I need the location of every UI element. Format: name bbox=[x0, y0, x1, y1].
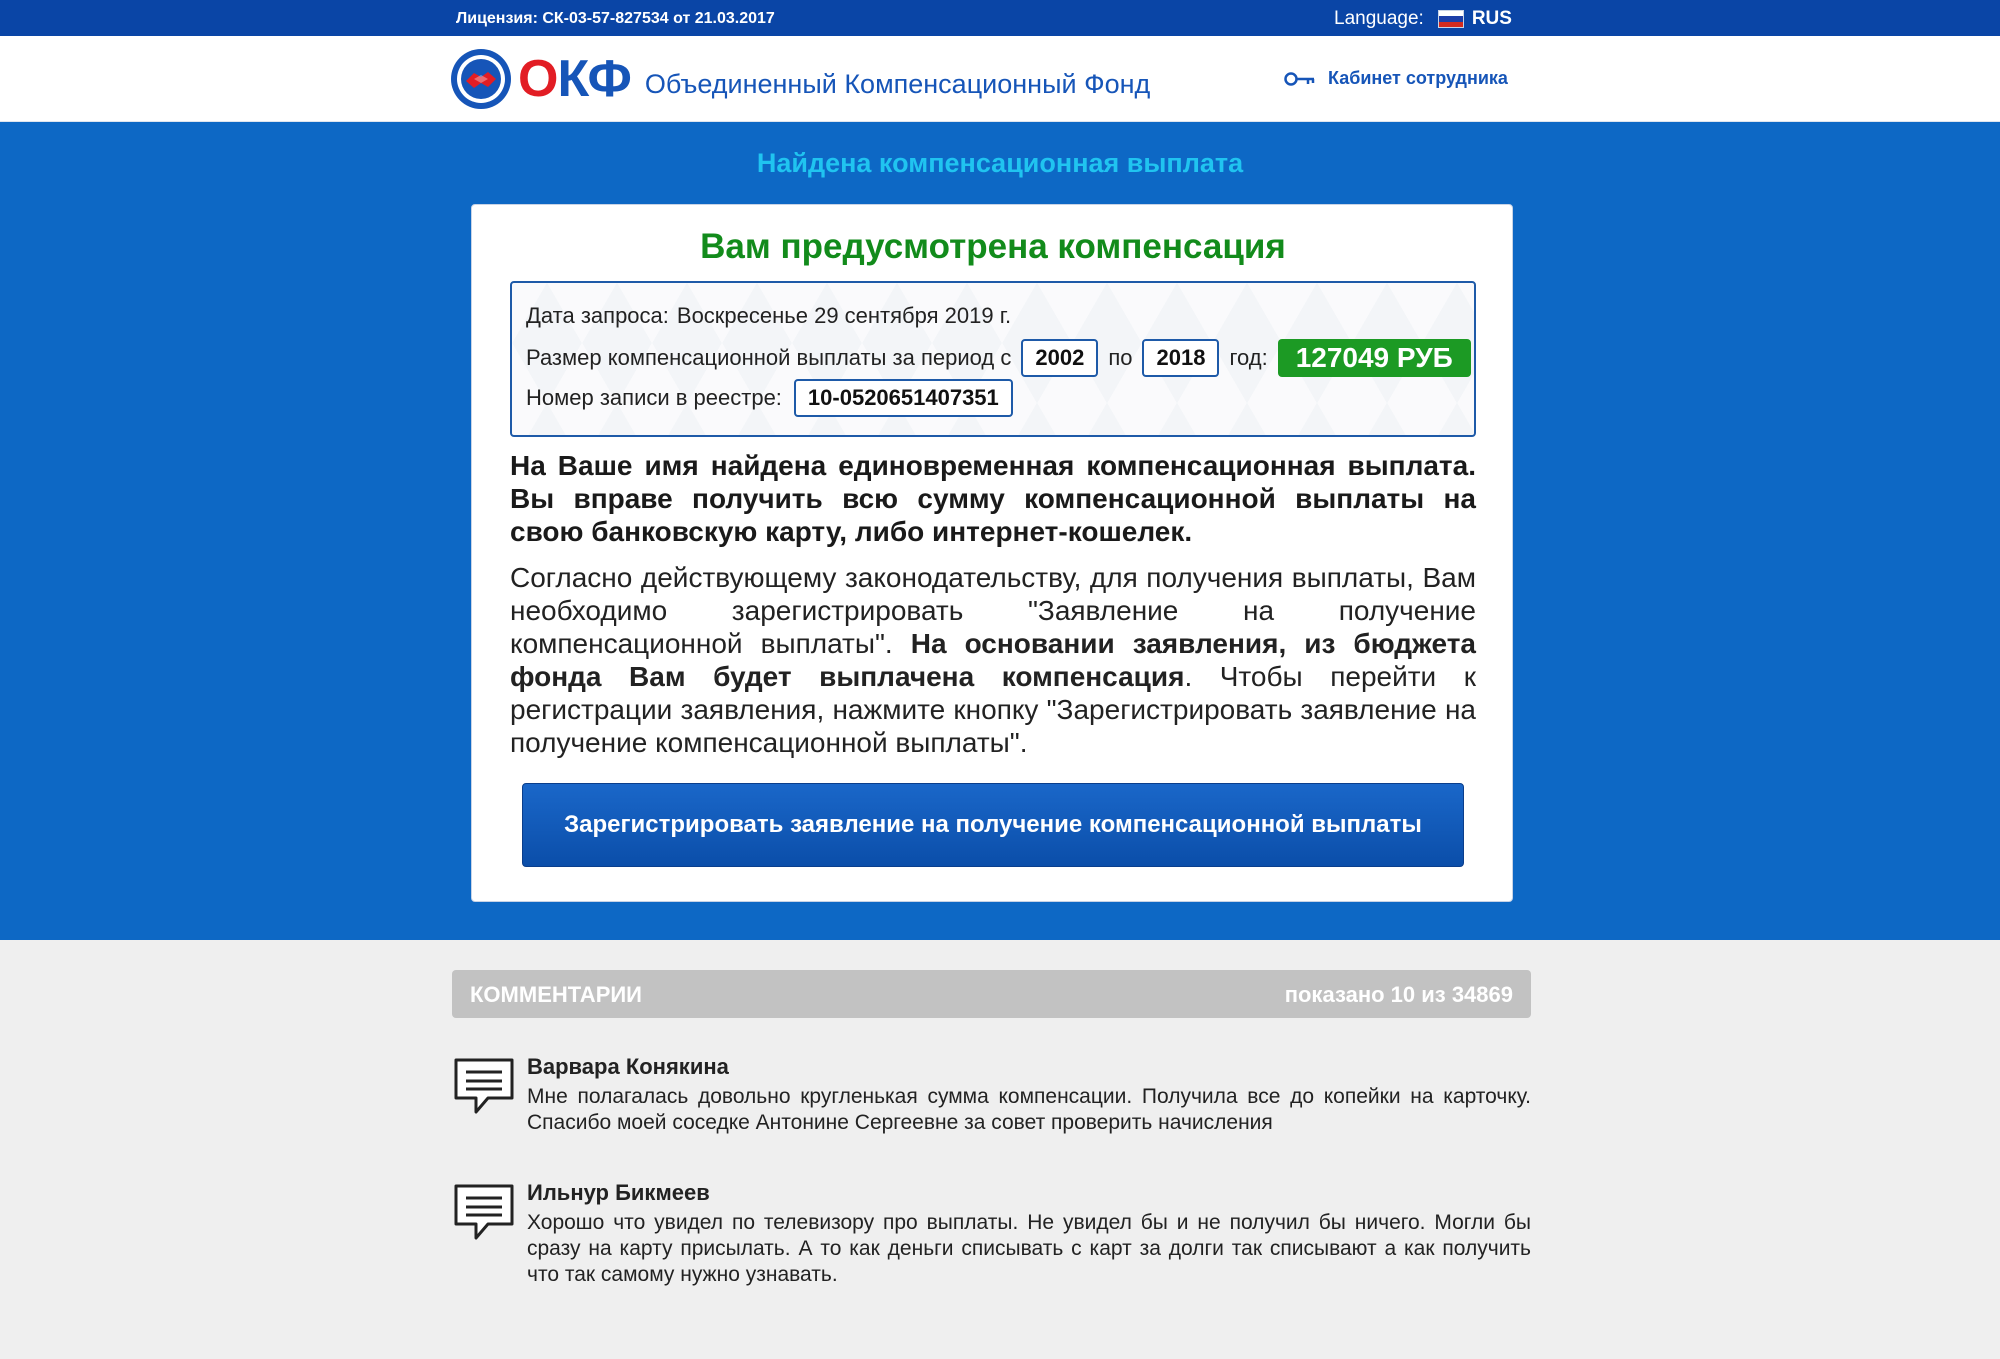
key-icon bbox=[1284, 71, 1316, 87]
language-code: RUS bbox=[1471, 8, 1512, 29]
record-label: Номер записи в реестре: bbox=[526, 385, 782, 410]
language-selector[interactable] bbox=[1334, 8, 1512, 30]
russia-flag-icon bbox=[1438, 10, 1464, 28]
year-suffix: год: bbox=[1229, 345, 1268, 370]
site-header bbox=[0, 36, 2000, 122]
comment-text: Хорошо что увидел по телевизору про выплаты. Не увидел бы и не получил бы ничего. Могли бы сразу на карту присылать. А то как деньги списывать с карт за долги так списывают а как получить что так самому нужно узнавать. bbox=[527, 1211, 1531, 1286]
logo-abbreviation: ОКФ bbox=[518, 50, 631, 108]
request-date-row bbox=[526, 303, 1011, 329]
comment-author: Варвара Конякина bbox=[527, 1054, 729, 1079]
language-label: Language: bbox=[1334, 8, 1424, 29]
comment-author: Ильнур Бикмеев bbox=[527, 1180, 710, 1205]
comments-title: КОММЕНТАРИИ bbox=[470, 982, 642, 1007]
comment-bubble-icon bbox=[452, 1056, 516, 1116]
compensation-card bbox=[471, 204, 1513, 902]
amount-badge: 127049 РУБ bbox=[1278, 339, 1471, 377]
comment-bubble-icon bbox=[452, 1182, 516, 1242]
top-bar bbox=[0, 0, 2000, 36]
register-application-button[interactable]: Зарегистрировать заявление на получение компенсационной выплаты bbox=[522, 783, 1464, 867]
fund-emblem-icon bbox=[450, 48, 512, 110]
body-paragraph bbox=[510, 561, 1476, 759]
body-text-part1: Согласно действующему законодательству, для получения выплаты, Вам необходимо зарегистрировать "Заявление на получение компенсационной выплаты". bbox=[510, 562, 1476, 659]
year-from-value: 2002 bbox=[1021, 339, 1098, 377]
amount-row bbox=[526, 339, 1471, 377]
compensation-info-box bbox=[510, 281, 1476, 437]
record-number-value: 10-0520651407351 bbox=[794, 379, 1013, 417]
to-label: по bbox=[1108, 345, 1133, 370]
card-title: Вам предусмотрена компенсация bbox=[700, 227, 1286, 266]
employee-cabinet-link[interactable] bbox=[1284, 68, 1508, 89]
hero-title: Найдена компенсационная выплата bbox=[756, 148, 1244, 178]
license-text: Лицензия: СК-03-57-827534 от 21.03.2017 bbox=[456, 10, 775, 27]
request-date-value: Воскресенье 29 сентября 2019 г. bbox=[676, 303, 1012, 328]
comments-header-bar bbox=[452, 970, 1531, 1018]
period-label: Размер компенсационной выплаты за период с bbox=[526, 345, 1012, 370]
body-text-bold: На основании заявления, из бюджета фонда Вам будет выплачена компенсация bbox=[510, 628, 1477, 692]
site-logo[interactable] bbox=[450, 48, 1150, 110]
lead-paragraph: На Ваше имя найдена единовременная компенсационная выплата. Вы вправе получить всю сумму компенсационной выплаты на свою банковскую карту, либо интернет-кошелек. bbox=[510, 450, 1476, 547]
comments-count: показано 10 из 34869 bbox=[1284, 982, 1513, 1007]
comment-text: Мне полагалась довольно кругленькая сумма компенсации. Получила все до копейки на карточку. Спасибо моей соседке Антонине Сергеевне за совет проверить начисления bbox=[527, 1085, 1531, 1134]
hero-section bbox=[0, 122, 2000, 940]
request-date-label: Дата запроса: bbox=[526, 303, 669, 328]
year-to-value: 2018 bbox=[1142, 339, 1219, 377]
cabinet-label: Кабинет сотрудника bbox=[1328, 68, 1508, 88]
logo-name: Объединенный Компенсационный Фонд bbox=[644, 68, 1151, 99]
body-text-part2: . Чтобы перейти к регистрации заявления, нажмите кнопку "Зарегистрировать заявление на получение компенсационной выплаты". bbox=[510, 661, 1476, 758]
record-row bbox=[526, 379, 1013, 417]
